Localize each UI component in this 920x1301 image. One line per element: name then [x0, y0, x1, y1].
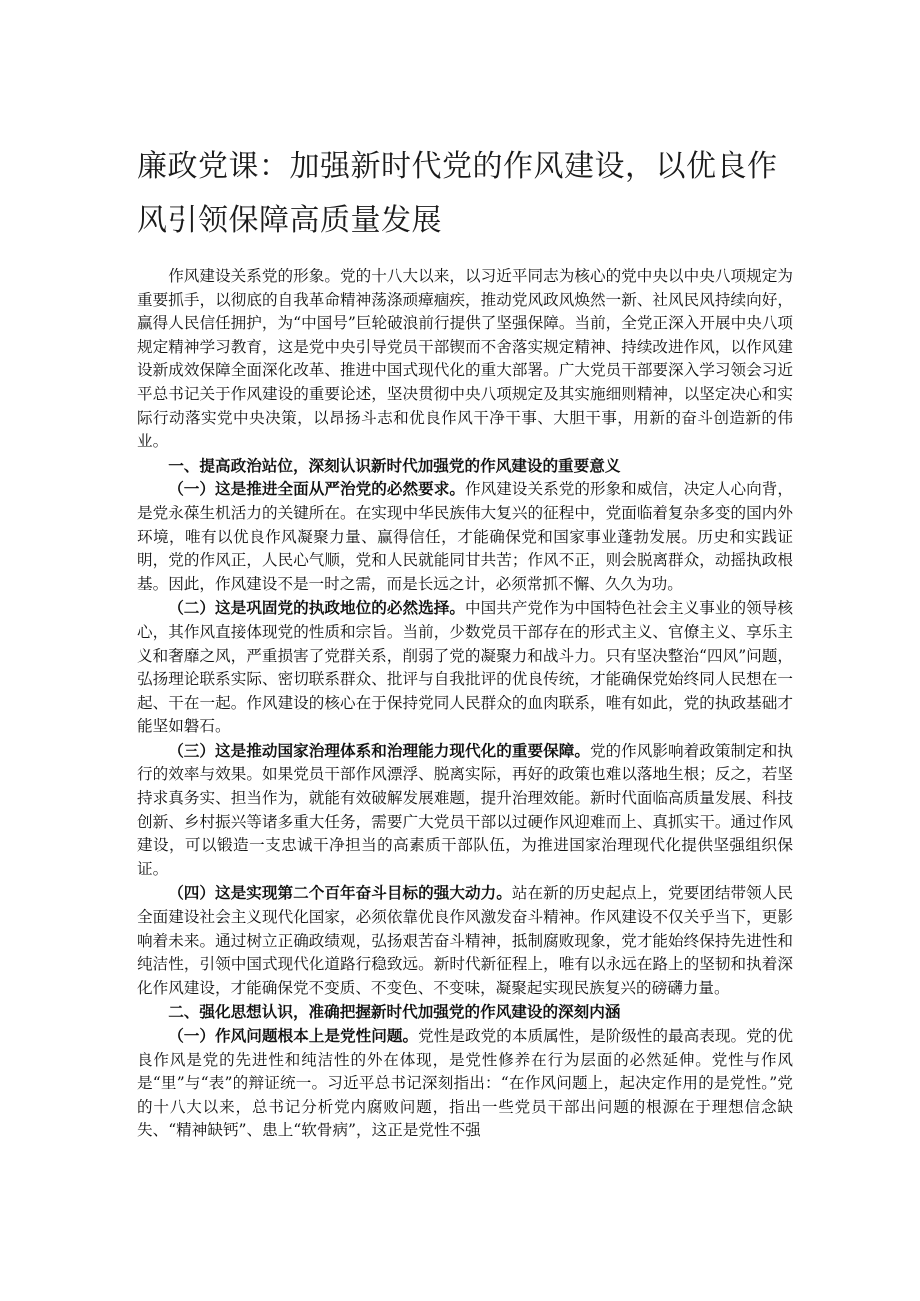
- section-2-paragraph-1: [137, 1024, 793, 1143]
- section-1-paragraph-1-text: 作风建设关系党的形象和威信，决定人心向背，是党永葆生机活力的关键所在。在实现中华民族伟大复兴的征程中，党面临着复杂多变的国内外环境，唯有以优良作风凝聚力量、赢得信任，才能确保党和国家事业蓬勃发展。历史和实践证明，党的作风正，人民心气顺，党和人民就能同甘共苦；作风不正，则会脱离群众，动摇执政根基。因此，作风建设不是一时之需，而是长远之计，必须常抓不懈、久久为功。: [137, 480, 793, 593]
- intro-paragraph: 作风建设关系党的形象。党的十八大以来，以习近平同志为核心的党中央以中央八项规定为重要抓手，以彻底的自我革命精神荡涤顽瘴痼疾，推动党风政风焕然一新、社风民风持续向好，赢得人民信任拥护，为“中国号”巨轮破浪前行提供了坚强保障。当前，全党正深入开展中央八项规定精神学习教育，这是党中央引导党员干部锲而不舍落实规定精神、持续改进作风，以作风建设新成效保障全面深化改革、推进中国式现代化的重大部署。广大党员干部要深入学习领会习近平总书记关于作风建设的重要论述，坚决贯彻中央八项规定及其实施细则精神，以坚定决心和实际行动落实党中央决策，以昂扬斗志和优良作风干净干事、大胆干事，用新的奋斗创造新的伟业。: [137, 267, 793, 451]
- section-1-paragraph-3-lead: （三）这是推动国家治理体系和治理能力现代化的重要保障。: [168, 740, 590, 760]
- section-2-paragraph-1-text: 党性是政党的本质属性，是阶级性的最高表现。党的优良作风是党的先进性和纯洁性的外在体现，是党性修养在行为层面的必然延伸。党性与作风是“里”与“表”的辩证统一。习近平总书记深刻指出：“在作风问题上，起决定作用的是党性。”党的十八大以来，总书记分析党内腐败问题，指出一些党员干部出问题的根源在于理想信念缺失、“精神缺钙”、患上“软骨病”，这正是党性不强: [137, 1027, 793, 1140]
- document-title: 廉政党课：加强新时代党的作风建设，以优良作风引领保障高质量发展: [137, 149, 778, 238]
- section-1-paragraph-4-lead: （四）这是实现第二个百年奋斗目标的强大动力。: [168, 883, 512, 903]
- section-1-paragraph-1: [137, 477, 793, 596]
- section-1-paragraph-3: [137, 739, 793, 882]
- section-2-paragraph-1-lead: （一）作风问题根本上是党性问题。: [168, 1026, 419, 1045]
- section-2-heading: 二、强化思想认识，准确把握新时代加强党的作风建设的深刻内涵: [168, 1002, 621, 1022]
- section-1-paragraph-4: [137, 881, 793, 1000]
- section-1-paragraph-3-text: 党的作风影响着政策制定和执行的效率与效果。如果党员干部作风漂浮、脱离实际，再好的政策也难以落地生根；反之，若坚持求真务实、担当作为，就能有效破解发展难题，提升治理效能。新时代面临高质量发展、科技创新、乡村振兴等诸多重大任务，需要广大党员干部以过硬作风迎难而上、真抓实干。通过作风建设，可以锻造一支忠诚干净担当的高素质干部队伍，为推进国家治理现代化提供坚强组织保证。: [137, 741, 793, 878]
- section-1-heading: 一、提高政治站位，深刻认识新时代加强党的作风建设的重要意义: [168, 455, 621, 475]
- section-1-paragraph-2-lead: （二）这是巩固党的执政地位的必然选择。: [168, 598, 465, 618]
- section-1-paragraph-4-text: 站在新的历史起点上，党要团结带领人民全面建设社会主义现代化国家，必须依靠优良作风激发奋斗精神。作风建设不仅关乎当下，更影响着未来。通过树立正确政绩观，弘扬艰苦奋斗精神，抵制腐败现象，党才能始终保持先进性和纯洁性，引领中国式现代化道路行稳致远。新时代新征程上，唯有以永远在路上的坚韧和执着深化作风建设，才能确保党不变质、不变色、不变味，凝聚起实现民族复兴的磅礴力量。: [137, 884, 793, 997]
- section-1-paragraph-2: [137, 596, 793, 739]
- section-1-paragraph-1-lead: （一）这是推进全面从严治党的必然要求。: [168, 479, 465, 499]
- section-1-paragraph-2-text: 中国共产党作为中国特色社会主义事业的领导核心，其作风直接体现党的性质和宗旨。当前，少数党员干部存在的形式主义、官僚主义、享乐主义和奢靡之风，严重损害了党群关系，削弱了党的凝聚力和战斗力。只有坚决整治“四风”问题，弘扬理论联系实际、密切联系群众、批评与自我批评的优良传统，才能确保党始终同人民想在一起、干在一起。作风建设的核心在于保持党同人民群众的血肉联系，唯有如此，党的执政基础才能坚如磐石。: [137, 599, 793, 736]
- document-page: [137, 140, 793, 1143]
